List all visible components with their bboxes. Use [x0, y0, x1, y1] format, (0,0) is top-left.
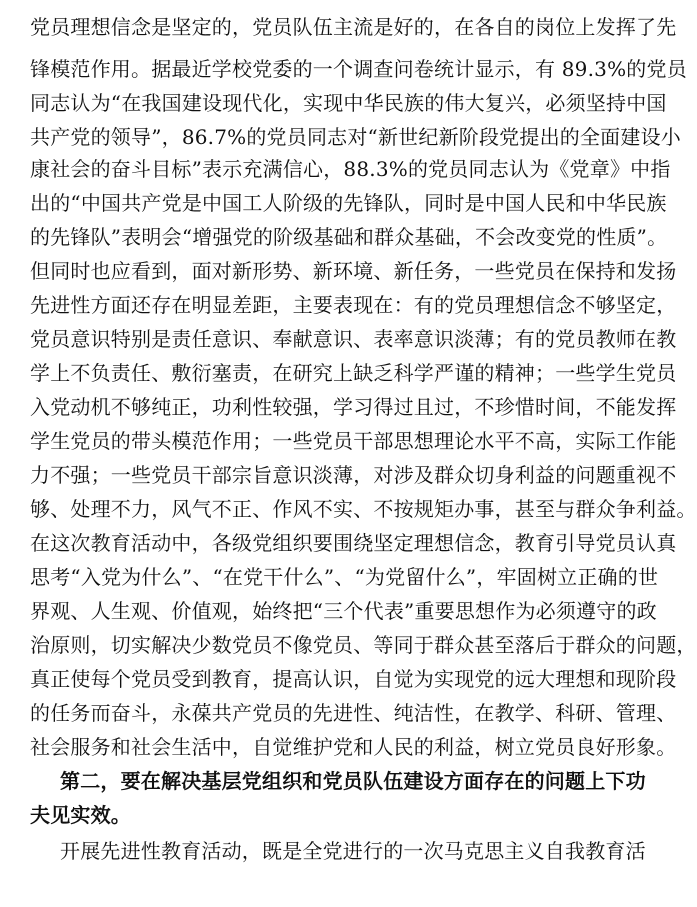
text-line: 先进性方面还存在明显差距，主要表现在：有的党员理想信念不够坚定， [30, 293, 677, 317]
text-line: 出的“中国共产党是中国工人阶级的先锋队，同时是中国人民和中华民族 [30, 191, 667, 215]
text-line: 真正使每个党员受到教育，提高认识，自觉为实现党的远大理想和现阶段 [30, 667, 677, 691]
text-line: 开展先进性教育活动，既是全党进行的一次马克思主义自我教育活 [60, 839, 646, 863]
text-line: 界观、人生观、价值观，始终把“三个代表”重要思想作为必须遵守的政 [30, 599, 657, 623]
text-line: 社会服务和社会生活中，自觉维护党和人民的利益，树立党员良好形象。 [30, 735, 677, 759]
text-line: 共产党的领导”，86.7%的党员同志对“新世纪新阶段党提出的全面建设小 [30, 125, 681, 149]
section-heading-line: 第二，要在解决基层党组织和党员队伍建设方面存在的问题上下功 [60, 769, 646, 793]
text-line: 党员意识特别是责任意识、奉献意识、表率意识淡薄；有的党员教师在教 [30, 327, 677, 351]
text-line: 治原则，切实解决少数党员不像党员、等同于群众甚至落后于群众的问题， [30, 633, 697, 657]
text-line: 力不强；一些党员干部宗旨意识淡薄，对涉及群众切身利益的问题重视不 [30, 463, 677, 487]
section-heading-line: 夫见实效。 [30, 803, 131, 827]
text-line: 思考“入党为什么”、“在党干什么”、“为党留什么”，牢固树立正确的世 [30, 565, 659, 589]
text-line: 入党动机不够纯正，功利性较强，学习得过且过，不珍惜时间，不能发挥 [30, 395, 677, 419]
text-line: 但同时也应看到，面对新形势、新环境、新任务，一些党员在保持和发扬 [30, 259, 677, 283]
text-line: 在这次教育活动中，各级党组织要围绕坚定理想信念，教育引导党员认真 [30, 531, 677, 555]
text-line: 康社会的奋斗目标”表示充满信心，88.3%的党员同志认为《党章》中指 [30, 157, 671, 181]
text-line: 学生党员的带头模范作用；一些党员干部思想理论水平不高，实际工作能 [30, 429, 677, 453]
text-line: 够、处理不力，风气不正、作风不实、不按规矩办事，甚至与群众争利益。 [30, 497, 697, 521]
text-line: 党员理想信念是坚定的，党员队伍主流是好的，在各自的岗位上发挥了先 [30, 15, 677, 39]
text-line: 锋模范作用。据最近学校党委的一个调查问卷统计显示，有 89.3%的党员 [30, 57, 687, 81]
text-line: 的先锋队”表明会“增强党的阶级基础和群众基础，不会改变党的性质”。 [30, 225, 668, 249]
text-line: 学上不负责任、敷衍塞责，在研究上缺乏科学严谨的精神；一些学生党员 [30, 361, 677, 385]
text-line: 同志认为“在我国建设现代化，实现中华民族的伟大复兴，必须坚持中国 [30, 91, 667, 115]
text-line: 的任务而奋斗，永葆共产党员的先进性、纯洁性，在教学、科研、管理、 [30, 701, 677, 725]
